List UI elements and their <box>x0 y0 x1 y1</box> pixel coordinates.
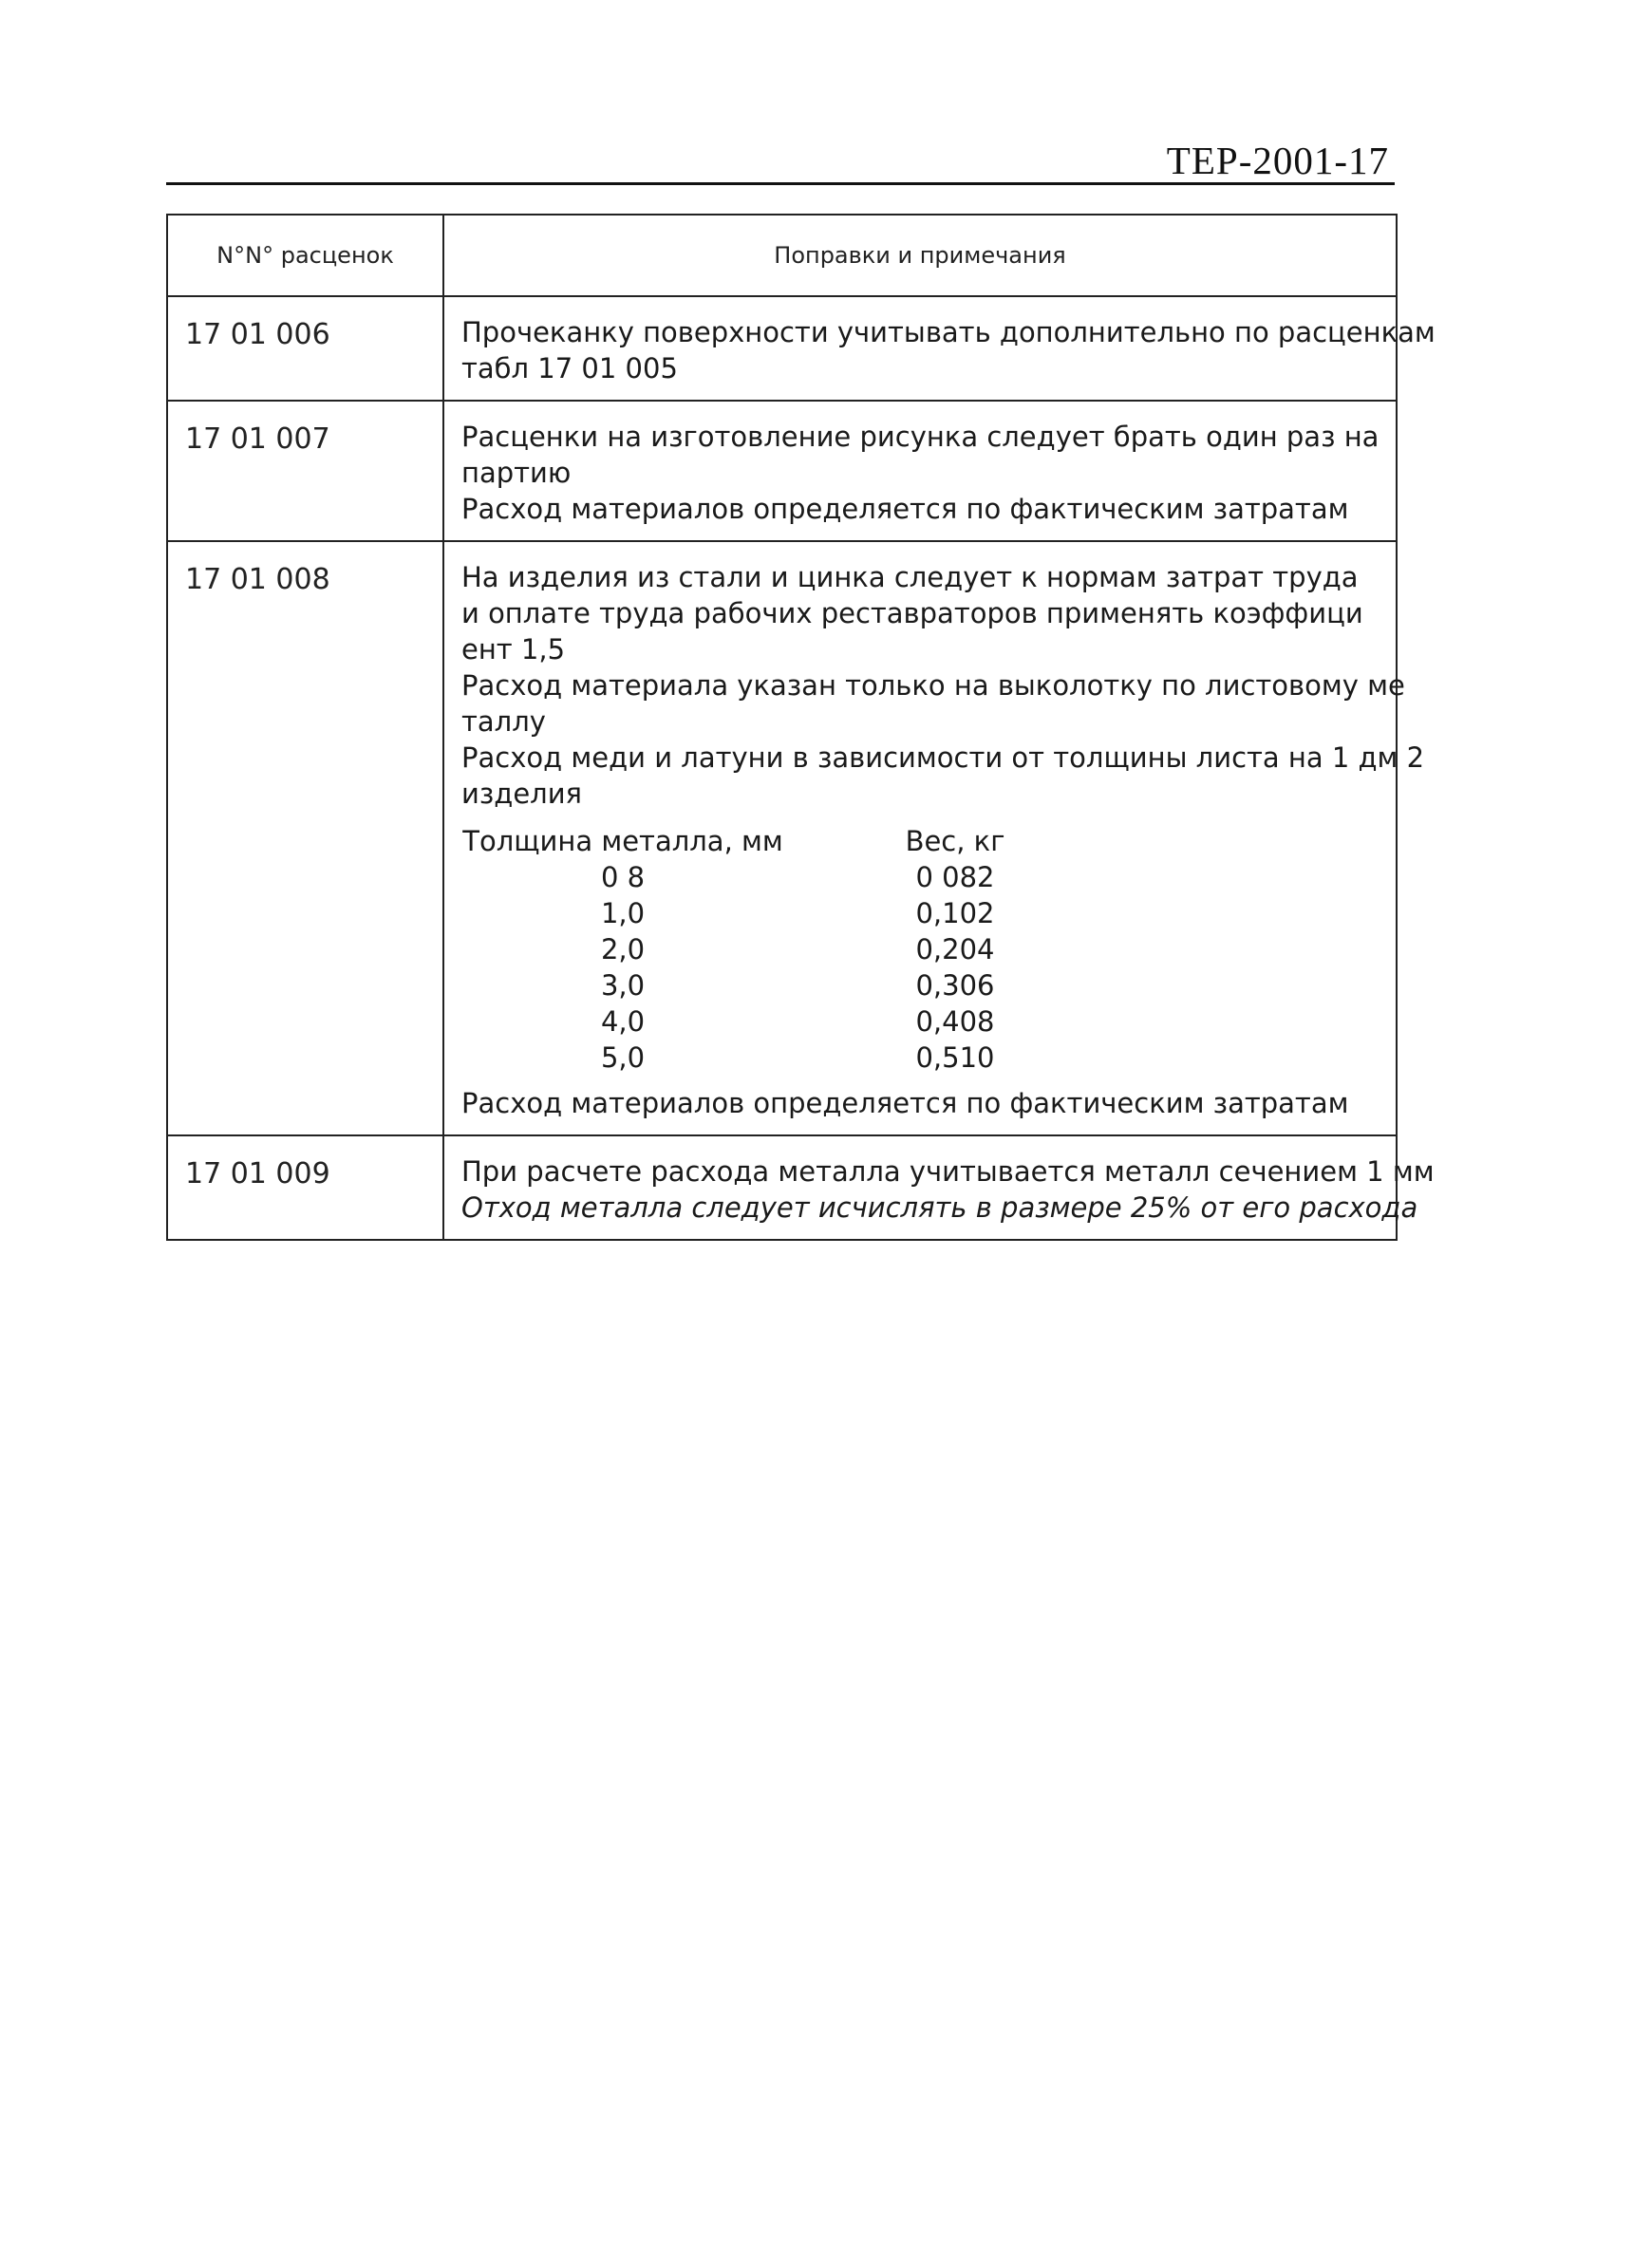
table-row <box>167 1135 1397 1240</box>
thickness-value: 3,0 <box>600 969 646 1002</box>
note-line: При расчете расхода металла учитывается металл сечением 1 мм <box>461 1155 1435 1188</box>
table-row <box>167 541 1397 1135</box>
note-cell <box>443 401 1397 541</box>
thickness-value: 0 8 <box>600 861 646 893</box>
subtable-row <box>461 1040 1126 1076</box>
subtable-header-weight: Вес, кг <box>905 825 1005 857</box>
note-cell <box>443 296 1436 401</box>
note-cell <box>443 1135 1435 1240</box>
rate-code: 17 01 006 <box>167 296 443 401</box>
weight-value: 0,102 <box>915 897 995 929</box>
subtable-row <box>461 1003 1126 1040</box>
weight-value: 0,204 <box>915 933 995 965</box>
rate-code: 17 01 007 <box>167 401 443 541</box>
subtable-row <box>461 859 1126 895</box>
note-cell <box>443 541 1425 1135</box>
subtable-header-thickness: Толщина металла, мм <box>462 825 783 857</box>
note-line: табл 17 01 005 <box>461 352 678 384</box>
document-code: ТЕР-2001-17 <box>1166 139 1389 182</box>
thickness-value: 4,0 <box>600 1005 646 1038</box>
subtable-row <box>461 931 1126 967</box>
note-line: партию <box>461 457 572 489</box>
weight-value: 0,306 <box>915 969 995 1002</box>
thickness-value: 5,0 <box>600 1041 646 1074</box>
note-line: ент 1,5 <box>461 633 566 665</box>
header-rule <box>166 182 1395 185</box>
note-line: таллу <box>461 705 546 738</box>
rate-code: 17 01 009 <box>167 1135 443 1240</box>
table-header-row <box>167 215 1397 296</box>
thickness-value: 2,0 <box>600 933 646 965</box>
subtable-row <box>461 967 1126 1003</box>
note-line: На изделия из стали и цинка следует к нормам затрат труда <box>461 561 1359 593</box>
column-header-code: N°N° расценок <box>167 215 443 296</box>
note-line: Расценки на изготовление рисунка следует брать один раз на <box>461 421 1380 453</box>
note-line: Расход материалов определяется по фактическим затратам <box>461 1087 1349 1119</box>
weight-value: 0 082 <box>915 861 995 893</box>
note-line: изделия <box>461 778 582 810</box>
weight-value: 0,408 <box>915 1005 995 1038</box>
column-header-notes: Поправки и примечания <box>443 215 1397 296</box>
note-line: Прочеканку поверхности учитывать дополнительно по расценкам <box>461 316 1436 348</box>
note-line: Расход материала указан только на выколотку по листовому ме <box>461 669 1405 702</box>
thickness-weight-table <box>461 823 1126 1076</box>
subtable-header-row <box>461 823 1126 859</box>
note-line: и оплате труда рабочих реставраторов применять коэффици <box>461 597 1363 629</box>
subtable-row <box>461 895 1126 931</box>
thickness-value: 1,0 <box>600 897 646 929</box>
note-line: Расход материалов определяется по фактическим затратам <box>461 493 1349 525</box>
note-line: Отход металла следует исчислять в размере 25% от его расхода <box>461 1191 1418 1224</box>
corrections-table <box>166 214 1436 1241</box>
rate-code: 17 01 008 <box>167 541 443 1135</box>
note-line: Расход меди и латуни в зависимости от толщины листа на 1 дм 2 <box>461 741 1425 774</box>
table-row <box>167 296 1397 401</box>
weight-value: 0,510 <box>915 1041 995 1074</box>
table-row <box>167 401 1397 541</box>
